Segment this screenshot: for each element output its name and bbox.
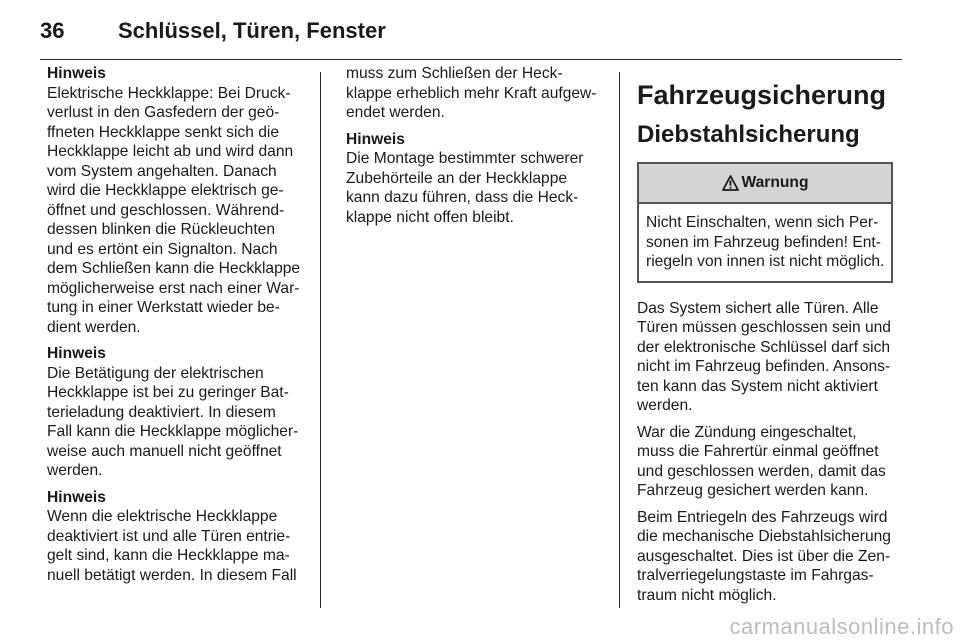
note-body (47, 364, 309, 481)
text-line: Nicht Einschalten, wenn sich Per- (646, 214, 879, 231)
section-subheading: Diebstahlsicherung (637, 121, 860, 148)
column-1 (47, 64, 309, 592)
text-line: Wenn die elektrische Heckklappe (47, 508, 278, 525)
text-line: klappe nicht offen bleibt. (346, 208, 514, 226)
text-line: terieladung deaktiviert. In diesem (47, 403, 276, 421)
text-line: ffneten Heckklappe senkt sich die (47, 123, 280, 141)
note-body (47, 507, 309, 585)
text-line: die mechanische Diebstahlsicherung (637, 528, 891, 545)
text-line: möglicherweise erst nach einer War- (47, 279, 300, 297)
column-3 (637, 66, 903, 612)
text-line: dem Schließen kann die Heckklappe (47, 260, 301, 277)
column-divider-1 (320, 72, 321, 608)
text-line: riegeln von innen ist nicht möglich. (646, 253, 885, 270)
column-divider-2 (619, 72, 620, 608)
text-line: Beim Entriegeln des Fahrzeugs wird (637, 508, 888, 526)
text-line: verlust in den Gasfedern der geö- (47, 104, 280, 121)
warning-box (637, 162, 893, 283)
text-line: nuell betätigt werden. In diesem Fall (47, 566, 297, 584)
warning-triangle-icon (722, 175, 739, 191)
text-line: ausgeschaltet. Dies ist über die Zen- (637, 547, 891, 565)
text-line: vom System angehalten. Danach (47, 162, 277, 180)
note-title: Hinweis (47, 65, 106, 82)
text-line: deaktiviert ist und alle Türen entrie- (47, 527, 291, 545)
text-line: und es ertönt ein Signalton. Nach (47, 240, 278, 258)
warning-label: Warnung (741, 174, 809, 192)
text-line: gelt sind, kann die Heckklappe ma- (47, 547, 290, 564)
text-line: muss zum Schließen der Heck- (346, 65, 563, 82)
note-title: Hinweis (47, 345, 106, 362)
text-line: und geschlossen werden, damit das (637, 462, 886, 480)
continued-paragraph (346, 64, 608, 123)
text-line: wird die Heckklappe elektrisch ge- (47, 182, 284, 199)
text-line: werden. (47, 462, 103, 479)
text-line: kann dazu führen, dass die Heck- (346, 189, 579, 206)
text-line: Fall kann die Heckklappe möglicher- (47, 423, 299, 440)
paragraph (637, 423, 903, 501)
text-line: weise auch manuell nicht geöffnet (47, 442, 282, 460)
text-line: Heckklappe ist bei zu geringer Bat- (47, 384, 289, 401)
text-line: sonen im Fahrzeug befinden! Ent- (646, 233, 881, 251)
note-body (47, 84, 309, 338)
text-line: War die Zündung eingeschaltet, (637, 423, 857, 441)
note-body (346, 149, 608, 227)
chapter-title: Schlüssel, Türen, Fenster (118, 18, 386, 43)
text-line: Das System sichert alle Türen. Alle (637, 299, 879, 317)
paragraph (637, 508, 903, 606)
text-line: Elektrische Heckklappe: Bei Druck- (47, 84, 291, 102)
section-heading: Fahrzeugsicherung (637, 80, 887, 110)
text-line: Die Montage bestimmter schwerer (346, 150, 584, 167)
warning-text (639, 204, 891, 281)
text-line: dessen blinken die Rückleuchten (47, 221, 275, 238)
text-line: klappe erheblich mehr Kraft aufgew- (346, 84, 597, 102)
paragraph (637, 299, 903, 416)
text-line: dient werden. (47, 318, 141, 336)
warning-header (639, 164, 891, 204)
text-line: muss die Fahrertür einmal geöffnet (637, 443, 879, 460)
note-title: Hinweis (346, 130, 405, 148)
page-number: 36 (40, 18, 65, 43)
text-line: traum nicht möglich. (637, 586, 777, 604)
text-line: Zubehörteile an der Heckklappe (346, 169, 568, 187)
text-line: endet werden. (346, 104, 445, 121)
watermark: carmanualsonline.info (729, 614, 954, 639)
text-line: tung in einer Werkstatt wieder be- (47, 299, 280, 316)
header-rule (40, 59, 902, 60)
text-line: der elektronische Schlüssel darf sich (637, 338, 891, 356)
text-line: Fahrzeug gesichert werden kann. (637, 482, 869, 499)
text-line: ten kann das System nicht aktiviert (637, 377, 878, 395)
text-line: nicht im Fahrzeug befinden. Ansons- (637, 358, 891, 375)
text-line: Türen müssen geschlossen sein und (637, 319, 891, 336)
text-line: öffnet und geschlossen. Während- (47, 201, 285, 219)
text-line: tralverriegelungstaste im Fahrgas- (637, 567, 874, 584)
text-line: Die Betätigung der elektrischen (47, 364, 264, 382)
text-line: werden. (637, 397, 693, 414)
note-title: Hinweis (47, 488, 106, 506)
column-2 (346, 64, 608, 234)
text-line: Heckklappe leicht ab und wird dann (47, 143, 294, 160)
